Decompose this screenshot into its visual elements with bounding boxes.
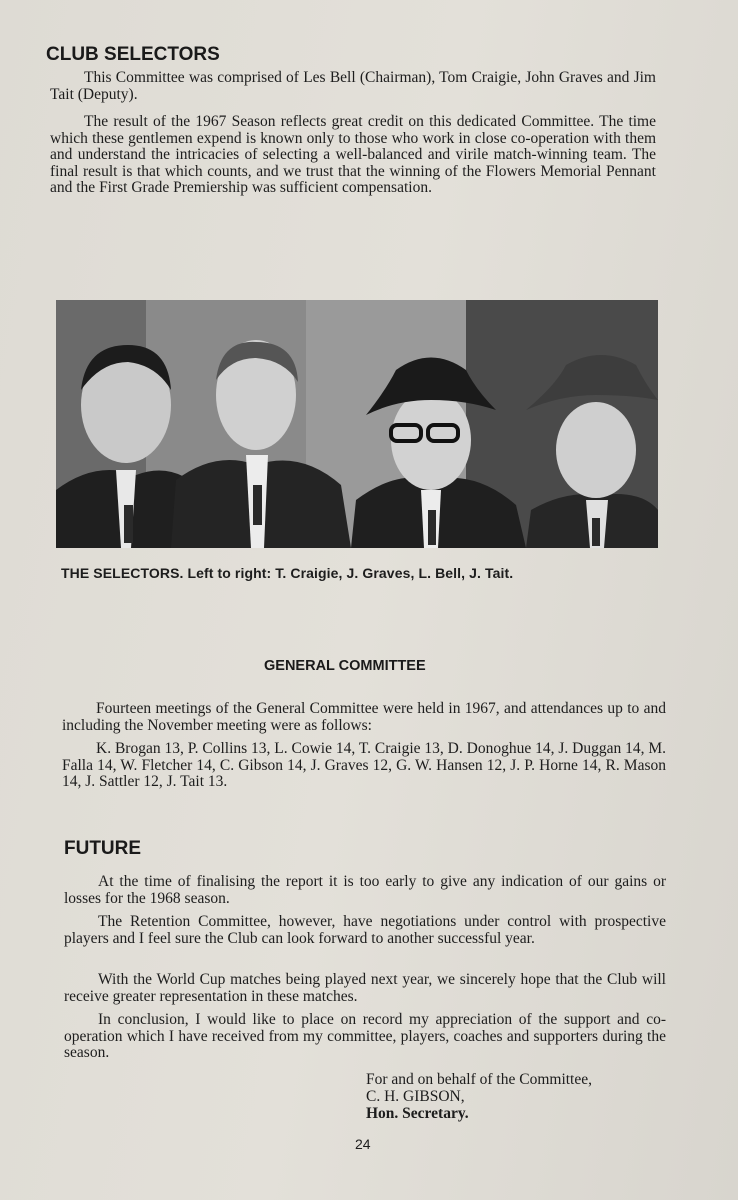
future-paragraph-4: In conclusion, I would like to place on record my appreciation of the support and co-operation which I have received from my committee, players, coaches and supporters during the season. [64, 1011, 666, 1061]
signoff-block [366, 1071, 592, 1122]
future-paragraph-1: At the time of finalising the report it is too early to give any indication of our gains or losses for the 1968 season. [64, 873, 666, 907]
future-paragraph-3: With the World Cup matches being played next year, we sincerely hope that the Club will receive greater representation in these matches. [64, 971, 666, 1005]
club-selectors-paragraph-2: The result of the 1967 Season reflects great credit on this dedicated Committee. The time which these gentlemen expend is known only to those who work in close co-operation with them and understand the intricacies of selecting a well-balanced and virile match-winning team. The final result is that which counts, and we trust that the winning of the Flowers Memorial Pennant and the First Grade Premiership was sufficient compensation. [50, 113, 656, 196]
selectors-photo [56, 300, 658, 548]
future-heading: FUTURE [64, 838, 142, 859]
signoff-line: For and on behalf of the Committee, [366, 1071, 592, 1088]
club-selectors-heading: CLUB SELECTORS [46, 44, 220, 65]
future-paragraph-2: The Retention Committee, however, have negotiations under control with prospective players and I feel sure the Club can look forward to another successful year. [64, 913, 666, 947]
club-selectors-paragraph-1: This Committee was comprised of Les Bell (Chairman), Tom Craigie, John Graves and Jim Tait (Deputy). [50, 69, 656, 103]
signatory-name: C. H. GIBSON, [366, 1088, 465, 1105]
general-committee-heading: GENERAL COMMITTEE [264, 658, 426, 674]
page-number: 24 [355, 1136, 371, 1152]
general-committee-paragraph: Fourteen meetings of the General Committee were held in 1967, and attendances up to and including the November meeting were as follows: [62, 700, 666, 734]
attendance-list: K. Brogan 13, P. Collins 13, L. Cowie 14, T. Craigie 13, D. Donoghue 14, J. Duggan 14, M. Falla 14, W. Fletcher 14, C. Gibson 14, J. Graves 12, G. W. Hansen 12, J. P. Horne 14, R. Mason 14, J. Sattler 12, J. Tait 13. [62, 740, 666, 790]
photo-caption: THE SELECTORS. Left to right: T. Craigie, J. Graves, L. Bell, J. Tait. [61, 565, 514, 581]
signatory-title: Hon. Secretary. [366, 1105, 469, 1122]
